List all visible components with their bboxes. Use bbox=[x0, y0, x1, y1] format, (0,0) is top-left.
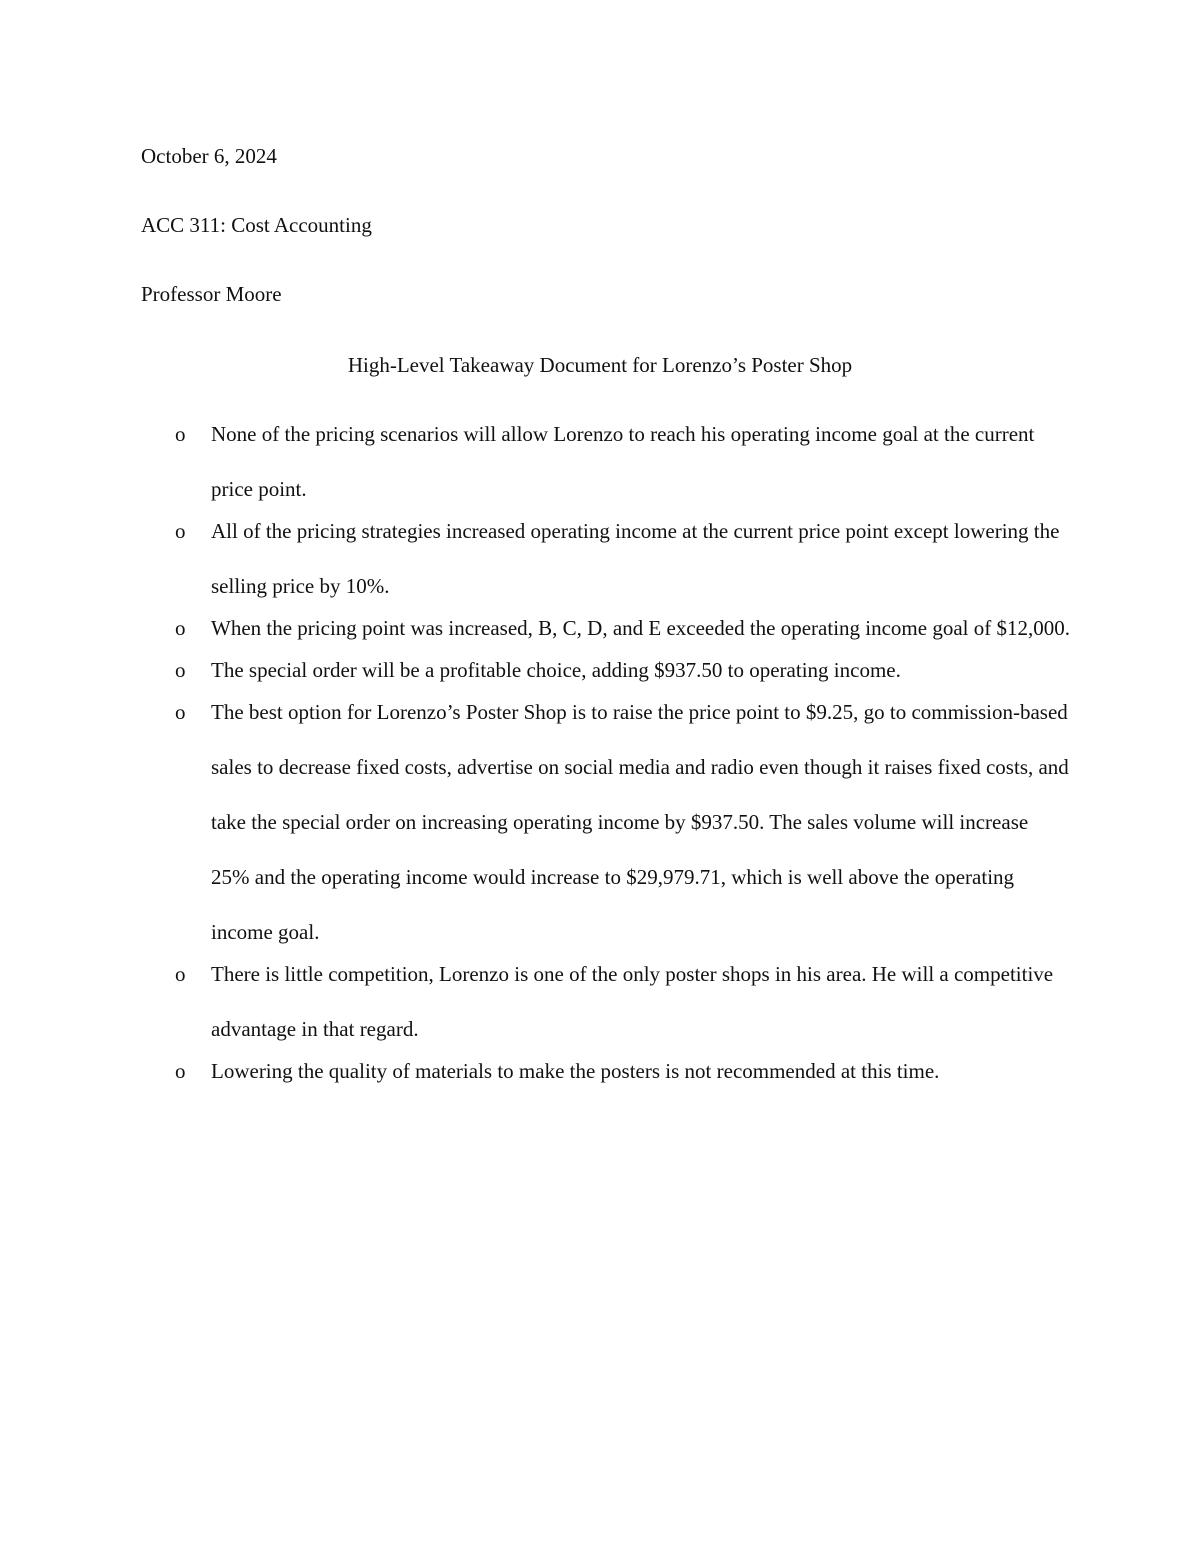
course-name: ACC 311: Cost Accounting bbox=[141, 213, 372, 237]
bullet-marker: o bbox=[175, 962, 186, 986]
list-item-text: When the pricing point was increased, B, C, D, and E exceeded the operating income goal of $12,000. bbox=[211, 616, 1070, 640]
list-item bbox=[0, 1044, 1200, 1099]
takeaway-list bbox=[0, 420, 1200, 1099]
list-item-text: Lowering the quality of materials to make the posters is not recommended at this time. bbox=[211, 1059, 940, 1083]
list-item bbox=[0, 504, 1200, 614]
bullet-marker: o bbox=[175, 1059, 186, 1083]
bullet-marker: o bbox=[175, 700, 186, 724]
list-item bbox=[0, 407, 1200, 517]
bullet-marker: o bbox=[175, 658, 186, 682]
list-item bbox=[0, 685, 1200, 960]
bullet-marker: o bbox=[175, 422, 186, 446]
professor-name: Professor Moore bbox=[141, 282, 282, 306]
list-item-text: The best option for Lorenzo’s Poster Shop is to raise the price point to $9.25, go to commission-based sales to decrease fixed costs, advertise on social media and radio even though it raises fixed costs, and take the special order on increasing operating income by $937.50. The sales volume will increase 25% and the operating income would increase to $29,979.71, which is well above the operating income goal. bbox=[211, 700, 1069, 944]
bullet-marker: o bbox=[175, 616, 186, 640]
list-item-text: The special order will be a profitable choice, adding $937.50 to operating income. bbox=[211, 658, 901, 682]
list-item-text: There is little competition, Lorenzo is one of the only poster shops in his area. He will a competitive advantage in that regard. bbox=[211, 962, 1054, 1041]
list-item bbox=[0, 947, 1200, 1057]
bullet-marker: o bbox=[175, 519, 186, 543]
list-item-text: None of the pricing scenarios will allow Lorenzo to reach his operating income goal at the current price point. bbox=[211, 422, 1035, 501]
document-title: High-Level Takeaway Document for Lorenzo’s Poster Shop bbox=[347, 353, 853, 377]
document-date: October 6, 2024 bbox=[141, 144, 277, 168]
list-item-text: All of the pricing strategies increased operating income at the current price point except lowering the selling price by 10%. bbox=[211, 519, 1060, 598]
